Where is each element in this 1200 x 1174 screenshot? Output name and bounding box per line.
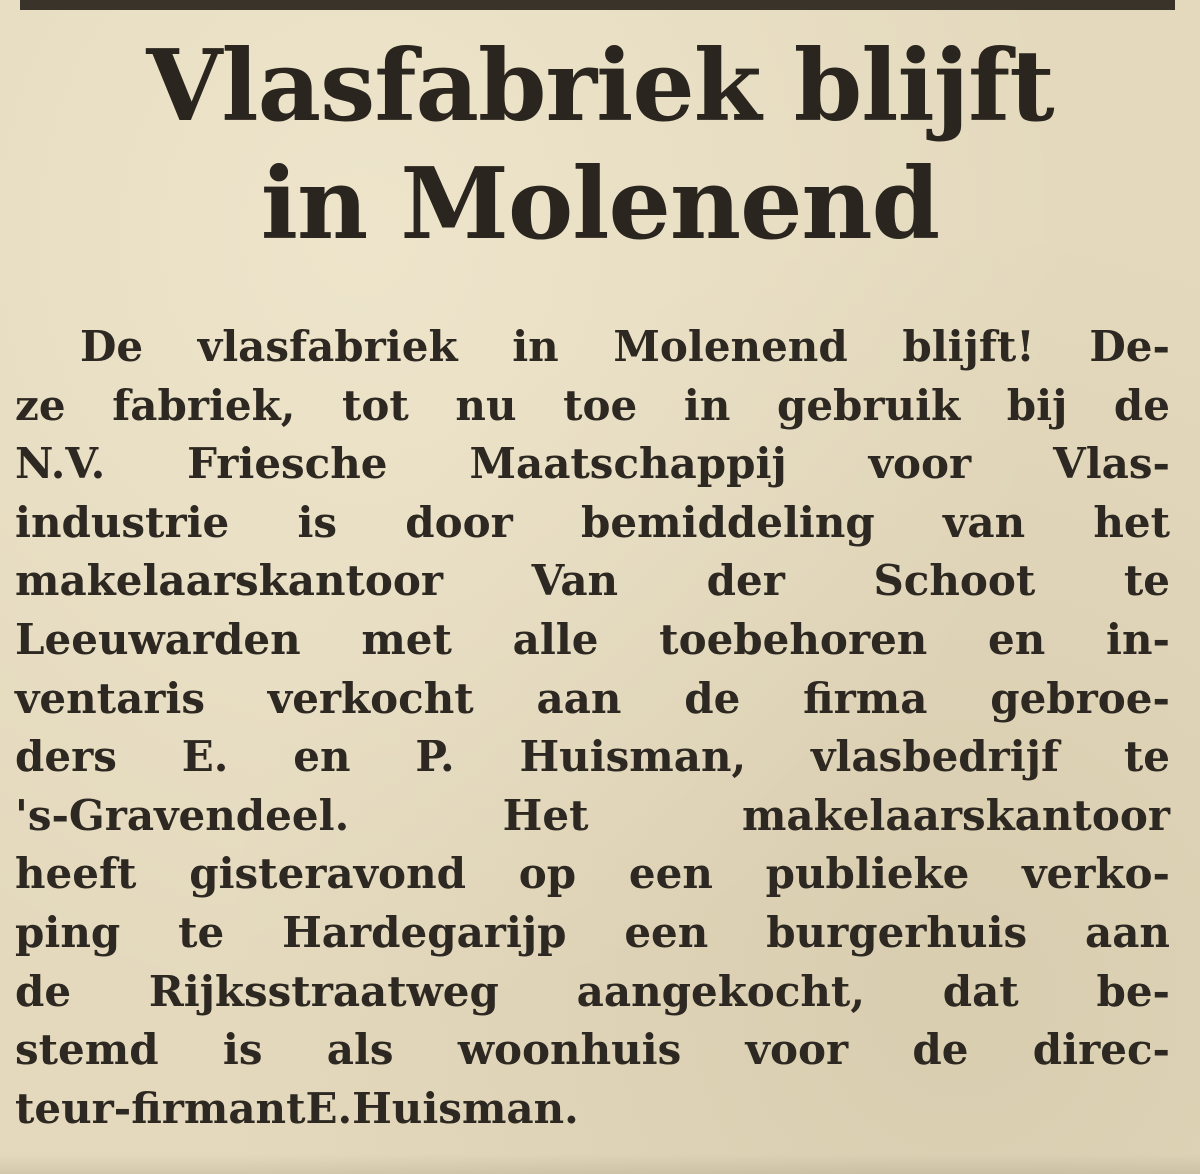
article-word: Vlas- xyxy=(1053,439,1170,489)
article-word: verko- xyxy=(1022,849,1170,899)
article-word: door xyxy=(405,497,513,547)
article-line xyxy=(15,1021,1170,1080)
article-word: voor xyxy=(868,439,972,489)
article-word: E. xyxy=(305,1083,353,1133)
article-word: de xyxy=(684,673,741,723)
headline-line-1: Vlasfabriek blijft xyxy=(146,29,1054,144)
article-word: ventaris xyxy=(15,673,206,723)
article-word: is xyxy=(222,1025,263,1075)
article-line xyxy=(15,904,1170,963)
article-word: in xyxy=(512,322,559,371)
article-word: makelaarskantoor xyxy=(15,556,444,606)
article-word: makelaarskantoor xyxy=(741,790,1170,840)
article-word: Schoot xyxy=(873,556,1036,606)
article-word: fabriek, xyxy=(112,380,296,430)
article-word: vlasfabriek xyxy=(197,322,458,371)
article-word: industrie xyxy=(15,497,230,547)
article-line xyxy=(80,318,1170,377)
article-line xyxy=(15,963,1170,1022)
article-word: gebruik xyxy=(776,380,961,430)
article-word: aan xyxy=(536,673,622,723)
article-word: ping xyxy=(15,907,121,957)
article-line xyxy=(15,1080,1170,1139)
article-word: aan xyxy=(1084,907,1170,957)
article-word: teur-firmant xyxy=(15,1083,306,1133)
paper-edge xyxy=(0,1154,1200,1174)
article-line xyxy=(15,435,1170,494)
article-word: N.V. xyxy=(15,439,106,489)
article-word: en xyxy=(293,732,351,782)
headline xyxy=(0,28,1200,264)
article-word: Hardegarijp xyxy=(282,907,567,957)
article-word: De xyxy=(80,322,144,371)
article-word: gebroe- xyxy=(990,673,1170,723)
article-word: ders xyxy=(15,732,117,782)
top-rule xyxy=(20,0,1175,10)
article-word: heeft xyxy=(15,849,137,899)
article-word: met xyxy=(361,614,452,664)
article-word: der xyxy=(706,556,785,606)
article-word: in- xyxy=(1106,614,1170,664)
article-word: bij xyxy=(1006,380,1068,430)
article-word: als xyxy=(326,1025,394,1075)
article-word: nu xyxy=(455,380,517,430)
article-line xyxy=(15,494,1170,553)
article-word: op xyxy=(518,849,577,899)
article-word: een xyxy=(624,907,709,957)
article-word: de xyxy=(15,966,72,1016)
article-word: dat xyxy=(942,966,1019,1016)
article-word: blijft! xyxy=(902,322,1035,371)
article-word: publieke xyxy=(765,849,970,899)
article-word: be- xyxy=(1096,966,1170,1016)
article-word: Molenend xyxy=(613,322,848,371)
article-word: en xyxy=(988,614,1046,664)
article-line xyxy=(15,611,1170,670)
article-word: van xyxy=(942,497,1026,547)
article-word: Huisman, xyxy=(519,732,747,782)
article-word: de xyxy=(1113,380,1170,430)
article-line xyxy=(15,845,1170,904)
article-word: het xyxy=(1093,497,1170,547)
article-word: P. xyxy=(415,732,455,782)
article-word: verkocht xyxy=(267,673,474,723)
article-word: woonhuis xyxy=(457,1025,682,1075)
article-word: Rijksstraatweg xyxy=(148,966,499,1016)
article-word: Van xyxy=(531,556,619,606)
article-word: burgerhuis xyxy=(766,907,1028,957)
article-word: Maatschappij xyxy=(469,439,787,489)
article-word: toe xyxy=(563,380,638,430)
article-word: een xyxy=(628,849,713,899)
article-word: bemiddeling xyxy=(581,497,875,547)
article-word: is xyxy=(297,497,338,547)
article-word: toebehoren xyxy=(659,614,928,664)
article-word: tot xyxy=(341,380,409,430)
article-line xyxy=(15,670,1170,729)
article-word: stemd xyxy=(15,1025,159,1075)
article-word: Friesche xyxy=(187,439,388,489)
article-word: alle xyxy=(512,614,599,664)
article-word: firma xyxy=(803,673,928,723)
article-word: Leeuwarden xyxy=(15,614,301,664)
headline-line-2: in Molenend xyxy=(260,147,940,262)
article-word: aangekocht, xyxy=(576,966,865,1016)
article-word: gisteravond xyxy=(189,849,466,899)
article-word: Huisman. xyxy=(352,1083,579,1133)
article-word: 's-Gravendeel. xyxy=(15,790,350,840)
article-word: voor xyxy=(745,1025,849,1075)
article-word: te xyxy=(178,907,225,957)
article-word: Het xyxy=(502,790,589,840)
article-body xyxy=(15,318,1170,1138)
article-word: ze xyxy=(15,380,66,430)
article-word: direc- xyxy=(1032,1025,1170,1075)
article-line xyxy=(15,552,1170,611)
article-word: te xyxy=(1123,732,1170,782)
article-word: vlasbedrijf xyxy=(810,732,1060,782)
article-line xyxy=(15,728,1170,787)
article-word: in xyxy=(683,380,731,430)
article-line xyxy=(15,377,1170,436)
article-word: de xyxy=(912,1025,969,1075)
article-word: te xyxy=(1123,556,1170,606)
article-word: De- xyxy=(1089,322,1170,371)
article-word: E. xyxy=(181,732,229,782)
article-line xyxy=(15,787,1170,846)
